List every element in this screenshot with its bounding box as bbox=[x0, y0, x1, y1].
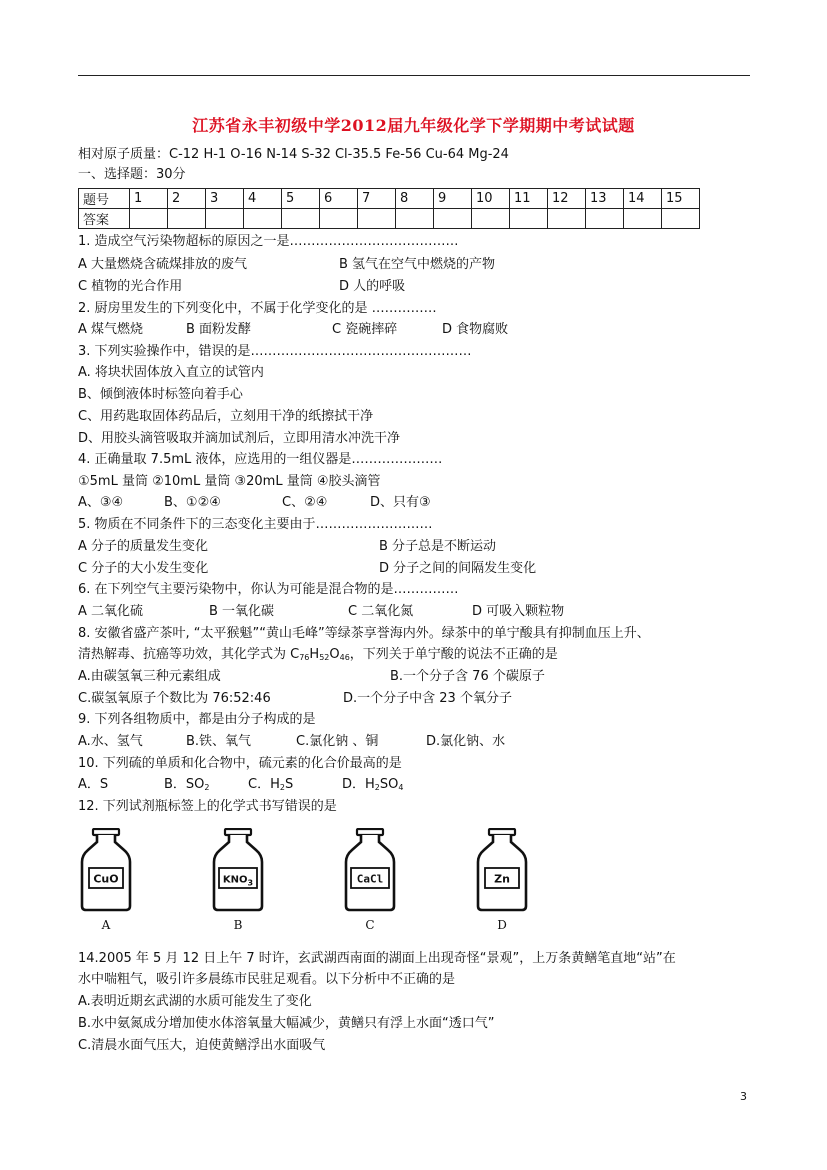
bottle-label-text: $KNO_3$ bbox=[222, 874, 254, 888]
question-stem: 10. 下列硫的单质和化合物中，硫元素的化合价最高的是 bbox=[78, 756, 402, 771]
option-c: C、用药匙取固体药品后，立刻用干净的纸擦拭干净 bbox=[78, 409, 374, 424]
formula-subscript: 2 bbox=[279, 783, 285, 792]
stem-text: 清热解毒、抗癌等功效，其化学式为 C bbox=[78, 647, 300, 662]
question-number-cell: 14 bbox=[624, 189, 662, 209]
option-c: C 瓷碗摔碎 bbox=[332, 322, 398, 337]
answer-table-answer-row bbox=[79, 209, 700, 229]
question-number-cell: 12 bbox=[548, 189, 586, 209]
answer-cell[interactable] bbox=[130, 209, 168, 229]
option-b: B.铁、氧气 bbox=[186, 734, 252, 749]
option-a: A 二氧化硫 bbox=[78, 604, 144, 619]
question-number-cell: 3 bbox=[206, 189, 244, 209]
page-title: 江苏省永丰初级中学2012届九年级化学下学期期中考试试题 bbox=[192, 116, 635, 135]
question-stem: 2. 厨房里发生的下列变化中，不属于化学变化的是 …………… bbox=[78, 301, 437, 316]
option-a: A.表明近期玄武湖的水质可能发生了变化 bbox=[78, 994, 312, 1009]
question-number-cell: 5 bbox=[282, 189, 320, 209]
option-b bbox=[164, 776, 210, 794]
option-c: C.清晨水面气压大，迫使黄鳝浮出水面吸气 bbox=[78, 1038, 326, 1053]
option-c bbox=[248, 776, 293, 794]
question-stem: 3. 下列实验操作中，错误的是…………………………………………… bbox=[78, 344, 472, 359]
option-b: B 面粉发酵 bbox=[186, 322, 252, 337]
option-a: A 煤气燃烧 bbox=[78, 322, 144, 337]
answer-cell[interactable] bbox=[358, 209, 396, 229]
option-a: A．S bbox=[78, 777, 109, 792]
reagent-bottle bbox=[344, 828, 396, 932]
bottle-label-text: CaCl bbox=[356, 872, 384, 886]
option-b: B 氢气在空气中燃烧的产物 bbox=[339, 257, 496, 272]
question-stem: 水中喘粗气，吸引许多晨练市民驻足观看。以下分析中不正确的是 bbox=[78, 972, 456, 987]
option-c-text: C．H bbox=[248, 777, 280, 792]
table-row-label: 答案 bbox=[79, 209, 130, 229]
bottle-icon bbox=[212, 828, 264, 912]
header-rule bbox=[78, 75, 750, 76]
question-number-cell: 1 bbox=[130, 189, 168, 209]
option-d: D、只有③ bbox=[370, 495, 431, 510]
option-c: C、②④ bbox=[282, 495, 328, 510]
option-c: C 植物的光合作用 bbox=[78, 279, 183, 294]
answer-cell[interactable] bbox=[206, 209, 244, 229]
answer-table bbox=[78, 188, 700, 229]
answer-cell[interactable] bbox=[320, 209, 358, 229]
answer-cell[interactable] bbox=[548, 209, 586, 229]
option-a: A.水、氢气 bbox=[78, 734, 143, 749]
question-number-cell: 13 bbox=[586, 189, 624, 209]
bottle-icon bbox=[344, 828, 396, 912]
bottle-letter: D bbox=[497, 918, 507, 932]
bottle-letter: C bbox=[365, 918, 375, 932]
option-c-text: S bbox=[284, 777, 294, 792]
option-b: B.水中氨氮成分增加使水体溶氧量大幅减少，黄鳝只有浮上水面“透口气” bbox=[78, 1016, 495, 1031]
bottle-letter: B bbox=[233, 918, 243, 932]
option-b: B 分子总是不断运动 bbox=[379, 539, 497, 554]
option-a: A.由碳氢氧三种元素组成 bbox=[78, 669, 221, 684]
option-d bbox=[342, 776, 403, 794]
question-number-cell: 10 bbox=[472, 189, 510, 209]
reagent-bottle bbox=[212, 828, 264, 932]
option-a: A. 将块状固体放入直立的试管内 bbox=[78, 365, 264, 380]
question-number-cell: 4 bbox=[244, 189, 282, 209]
option-b: B.一个分子含 76 个碳原子 bbox=[390, 669, 545, 684]
bottle-icon bbox=[80, 828, 132, 912]
question-stem: 6. 在下列空气主要污染物中，你认为可能是混合物的是…………… bbox=[78, 582, 459, 597]
answer-cell[interactable] bbox=[586, 209, 624, 229]
bottle-label-text: CuO bbox=[93, 872, 119, 886]
reagent-bottle bbox=[476, 828, 528, 932]
option-d: D 食物腐败 bbox=[442, 322, 509, 337]
question-stem: 14.2005 年 5 月 12 日上午 7 时许，玄武湖西南面的湖面上出现奇怪“景观”，上万条黄鳝笔直地“站”在 bbox=[78, 951, 676, 966]
option-c: C 二氧化氮 bbox=[348, 604, 414, 619]
question-stem: 1. 造成空气污染物超标的原因之一是………………………………… bbox=[78, 234, 459, 249]
instrument-list: ①5mL 量筒 ②10mL 量筒 ③20mL 量筒 ④胶头滴管 bbox=[78, 474, 381, 489]
question-number-cell: 2 bbox=[168, 189, 206, 209]
option-c: C.氯化钠 、铜 bbox=[296, 734, 379, 749]
option-b: B、①②④ bbox=[164, 495, 221, 510]
option-d: D.氯化钠、水 bbox=[426, 734, 506, 749]
reagent-bottles-figure bbox=[78, 828, 578, 938]
option-a: A、③④ bbox=[78, 495, 124, 510]
bottle-icon bbox=[476, 828, 528, 912]
formula-element: H bbox=[309, 647, 320, 662]
option-d: D 分子之间的间隔发生变化 bbox=[379, 561, 537, 576]
option-b: B 一氧化碳 bbox=[209, 604, 275, 619]
formula-subscript: 4 bbox=[398, 783, 404, 792]
answer-table-header-row bbox=[79, 189, 700, 209]
option-b: B、倾倒液体时标签向着手心 bbox=[78, 387, 243, 402]
option-d: D 人的呼吸 bbox=[339, 279, 406, 294]
question-number-cell: 7 bbox=[358, 189, 396, 209]
answer-cell[interactable] bbox=[662, 209, 700, 229]
formula-subscript: 2 bbox=[374, 783, 380, 792]
question-number-cell: 11 bbox=[510, 189, 548, 209]
answer-cell[interactable] bbox=[434, 209, 472, 229]
question-number-cell: 9 bbox=[434, 189, 472, 209]
answer-cell[interactable] bbox=[472, 209, 510, 229]
answer-cell[interactable] bbox=[396, 209, 434, 229]
option-d-text: SO bbox=[379, 777, 399, 792]
question-number-cell: 8 bbox=[396, 189, 434, 209]
formula-element: O bbox=[329, 647, 340, 662]
answer-cell[interactable] bbox=[168, 209, 206, 229]
table-row-label: 题号 bbox=[79, 189, 130, 209]
bottle-letter: A bbox=[101, 918, 111, 932]
question-stem: 5. 物质在不同条件下的三态变化主要由于……………………… bbox=[78, 517, 433, 532]
atomic-mass-line: 相对原子质量：C-12 H-1 O-16 N-14 S-32 Cl-35.5 Fe-56 Cu-64 Mg-24 bbox=[78, 147, 509, 162]
option-c: C 分子的大小发生变化 bbox=[78, 561, 209, 576]
question-stem: 9. 下列各组物质中，都是由分子构成的是 bbox=[78, 712, 316, 727]
question-stem: 8. 安徽省盛产茶叶, “太平猴魁”“黄山毛峰”等绿茶享誉海内外。绿茶中的单宁酸具有抑制血压上升、 bbox=[78, 626, 650, 641]
bottle-label-text: Zn bbox=[494, 872, 510, 886]
option-d: D 可吸入颗粒物 bbox=[472, 604, 565, 619]
option-d-text: D．H bbox=[342, 777, 375, 792]
answer-cell[interactable] bbox=[282, 209, 320, 229]
option-a: A 分子的质量发生变化 bbox=[78, 539, 209, 554]
question-number-cell: 6 bbox=[320, 189, 358, 209]
stem-text: ，下列关于单宁酸的说法不正确的是 bbox=[349, 647, 558, 662]
question-stem: 4. 正确量取 7.5mL 液体，应选用的一组仪器是………………… bbox=[78, 452, 443, 467]
formula-subscript: 2 bbox=[204, 783, 210, 792]
question-stem-formula-line bbox=[78, 646, 558, 664]
option-a: A 大量燃烧含硫煤排放的废气 bbox=[78, 257, 248, 272]
option-c: C.碳氢氧原子个数比为 76:52:46 bbox=[78, 691, 271, 706]
question-number-cell: 15 bbox=[662, 189, 700, 209]
answer-cell[interactable] bbox=[624, 209, 662, 229]
option-d: D、用胶头滴管吸取并滴加试剂后，立即用清水冲洗干净 bbox=[78, 431, 401, 446]
question-stem: 12. 下列试剂瓶标签上的化学式书写错误的是 bbox=[78, 799, 337, 814]
reagent-bottle bbox=[80, 828, 132, 932]
option-b-text: B．SO bbox=[164, 777, 205, 792]
formula-subscript: 46 bbox=[339, 653, 350, 662]
page-number: 3 bbox=[740, 1090, 747, 1103]
answer-cell[interactable] bbox=[510, 209, 548, 229]
answer-cell[interactable] bbox=[244, 209, 282, 229]
formula-subscript: 76 bbox=[299, 653, 310, 662]
formula-subscript: 52 bbox=[319, 653, 330, 662]
section-heading: 一、选择题：30分 bbox=[78, 167, 186, 182]
option-d: D.一个分子中含 23 个氧分子 bbox=[343, 691, 512, 706]
